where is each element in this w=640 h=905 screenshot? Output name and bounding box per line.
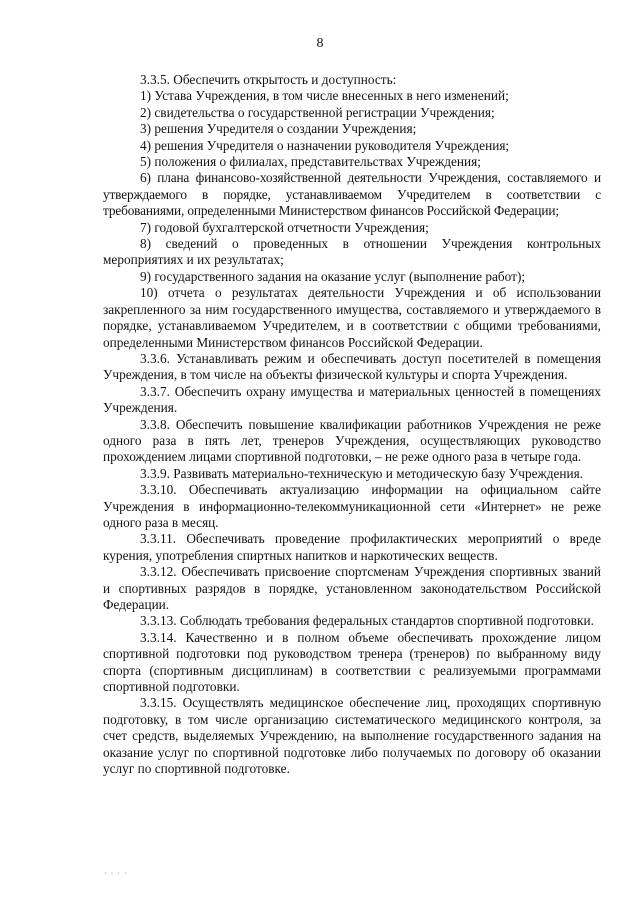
paragraph-3-3-10: 3.3.10. Обеспечивать актуализацию информации на официальном сайте Учреждения в информационно-телекоммуникационной сети «Интернет» не реже одного раза в месяц.	[103, 482, 601, 530]
list-item-7: 7) годовой бухгалтерской отчетности Учреждения;	[140, 219, 429, 235]
paragraph-3-3-7: 3.3.7. Обеспечить охрану имущества и материальных ценностей в помещениях Учреждения.	[103, 383, 601, 416]
paragraph-3-3-8: 3.3.8. Обеспечить повышение квалификации работников Учреждения не реже одного раза в пять лет, тренеров Учреждения, осуществляющих руководство прохождением лицами спортивной подготовки, – не реже одного раза в четыре года.	[103, 416, 601, 465]
paragraph-3-3-5: 3.3.5. Обеспечить открытость и доступность:	[140, 72, 397, 87]
paragraph-3-3-6: 3.3.6. Устанавливать режим и обеспечивать доступ посетителей в помещения Учреждения, в том числе на объекты физической культуры и спорта Учреждения.	[103, 350, 601, 383]
list-item-1: 1) Устава Учреждения, в том числе внесенных в него изменений;	[140, 88, 509, 104]
paragraph-3-3-9: 3.3.9. Развивать материально-техническую и методическую базу Учреждения.	[140, 465, 584, 481]
list-item-9: 9) государственного задания на оказание услуг (выполнение работ);	[140, 268, 526, 284]
list-item-10: 10) отчета о результатах деятельности Учреждения и об использовании закрепленного за ним государственного имущества, составляемого и утверждаемого в порядке, устанавливаемом Учредителем, и в соответствии с общими требованиями, определенными Министерством финансов Российской Федерации.	[103, 285, 601, 350]
paragraph-3-3-15: 3.3.15. Осуществлять медицинское обеспечение лиц, проходящих спортивную подготовку, в том числе организацию систематического медицинского контроля, за счет средств, выделяемых Учреждению, на выполнение государственного задания на оказание услуг по спортивной подготовке либо получаемых по договору об оказании услуг по спортивной подготовке.	[103, 695, 601, 777]
paragraph-3-3-13: 3.3.13. Соблюдать требования федеральных стандартов спортивной подготовки.	[140, 613, 594, 629]
list-item-3: 3) решения Учредителя о создании Учреждения;	[140, 121, 417, 137]
list-item-4: 4) решения Учредителя о назначении руководителя Учреждения;	[140, 137, 510, 153]
page-number: 8	[316, 36, 324, 51]
document-body	[103, 72, 601, 777]
scan-mark: · · · ·	[104, 869, 128, 878]
list-item-5: 5) положения о филиалах, представительствах Учреждения;	[140, 154, 481, 170]
paragraph-3-3-14: 3.3.14. Качественно и в полном объеме обеспечивать прохождение лицом спортивной подготовки под руководством тренера (тренеров) по выбранному виду спорта (спортивным дисциплинам) в соответствии с реализуемыми программами спортивной подготовки.	[103, 629, 601, 695]
paragraph-3-3-11: 3.3.11. Обеспечивать проведение профилактических мероприятий о вреде курения, употребления спиртных напитков и наркотических веществ.	[103, 531, 601, 563]
list-item-2: 2) свидетельства о государственной регистрации Учреждения;	[140, 104, 495, 120]
list-item-6: 6) плана финансово-хозяйственной деятельности Учреждения, составляемого и утверждаемого в порядке, устанавливаемом Учредителем в соответствии с требованиями, определенными Министерством финансов Российской Федерации;	[103, 170, 601, 219]
paragraph-3-3-12: 3.3.12. Обеспечивать присвоение спортсменам Учреждения спортивных званий и спортивных разрядов в порядке, установленном законодательством Российской Федерации.	[103, 564, 601, 612]
list-item-8: 8) сведений о проведенных в отношении Учреждения контрольных мероприятиях и их результатах;	[103, 236, 601, 268]
